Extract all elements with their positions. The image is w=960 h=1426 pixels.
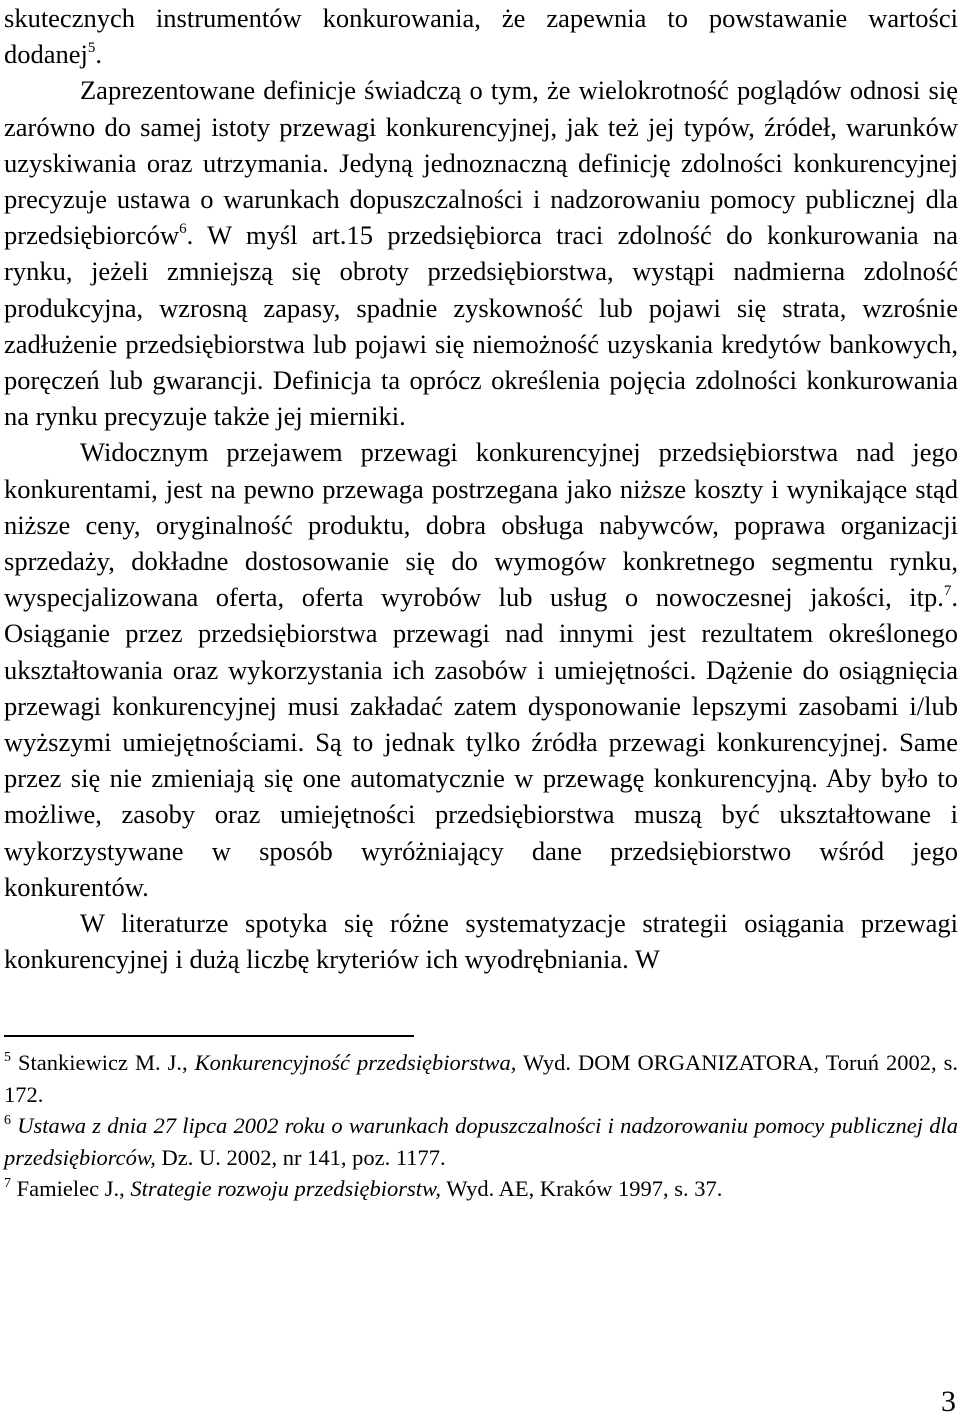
footnote-7 xyxy=(4,1173,958,1205)
document-page xyxy=(4,0,958,1205)
page-number: 3 xyxy=(941,1385,956,1418)
paragraph-text: skutecznych instrumentów konkurowania, że zapewnia to powstawanie wartości dodanej xyxy=(4,3,958,70)
footnote-text: Stankiewicz M. J., xyxy=(11,1050,195,1076)
footnote-text: Wyd. AE, Kraków 1997, s. 37. xyxy=(441,1176,723,1202)
paragraph-text: . W myśl art.15 przedsiębiorca traci zdolność do konkurowania na rynku, jeżeli zmniejszą się obroty przedsiębiorstwa, wystąpi nadmierna zdolność produkcyjna, wzrosną zapasy, spadnie zyskowność lub pojawi się strata, wzrośnie zadłużenie przedsiębiorstwa lub pojawi się niemożność uzyskania kredytów bankowych, poręczeń lub gwarancji. Definicja ta oprócz określenia pojęcia zdolności konkurowania na rynku precyzuje także jej mierniki. xyxy=(4,220,958,432)
footnote-number: 6 xyxy=(4,1113,11,1129)
footnote-ref-7[interactable]: 7 xyxy=(943,583,952,600)
body-text xyxy=(4,0,958,977)
footnote-ref-5[interactable]: 5 xyxy=(87,40,96,57)
paragraph-text: . Osiąganie przez przedsiębiorstwa przewagi nad innymi jest rezultatem określonego ukształtowania oraz wykorzystania ich zasobów i umiejętności. Dążenie do osiągnięcia przewagi konkurencyjnej musi zakładać zatem dysponowanie lepszymi zasobami i/lub wyższymi umiejętnościami. Są to jednak tylko źródła przewagi konkurencyjnej. Same przez się nie zmieniają się one automatycznie w przewagę konkurencyjną. Aby było to możliwe, zasoby oraz umiejętności przedsiębiorstwa muszą być ukształtowane i wykorzystywane w sposób wyróżniający dane przedsiębiorstwo wśród jego konkurentów. xyxy=(4,582,958,902)
spacer xyxy=(4,977,958,1035)
paragraph-competitive-advantage xyxy=(4,434,958,905)
paragraph-definitions xyxy=(4,72,958,434)
footnote-separator xyxy=(4,1035,414,1037)
footnote-title: Strategie rozwoju przedsiębiorstw, xyxy=(130,1176,441,1202)
footnote-5 xyxy=(4,1047,958,1110)
footnote-number: 7 xyxy=(4,1176,11,1192)
footnote-title: Konkurencyjność przedsiębiorstwa, xyxy=(194,1050,517,1076)
footnote-6 xyxy=(4,1110,958,1173)
paragraph-text: Widocznym przejawem przewagi konkurencyjnej przedsiębiorstwa nad jego konkurentami, jest na pewno przewaga postrzegana jako niższe koszty i wynikające stąd niższe ceny, oryginalność produktu, dobra obsługa nabywców, poprawa organizacji sprzedaży, dokładne dostosowanie się do wymogów konkretnego segmentu rynku, wyspecjalizowana oferta, oferta wyrobów lub usług o nowoczesnej jakości, itp. xyxy=(4,437,958,613)
paragraph-text: Zaprezentowane definicje świadczą o tym, że wielokrotność poglądów odnosi się zarówno do samej istoty przewagi konkurencyjnej, jak też jej typów, źródeł, warunków uzyskiwania oraz utrzymania. Jedyną jednoznaczną definicję zdolności konkurencyjnej precyzuje ustawa o warunkach dopuszczalności i nadzorowaniu pomocy publicznej dla przedsiębiorców xyxy=(4,75,958,251)
footnote-ref-6[interactable]: 6 xyxy=(179,221,187,238)
footnotes xyxy=(4,1047,958,1205)
footnote-text: Wyd. DOM ORGANIZATORA, Toruń 2002, s. 172. xyxy=(4,1050,958,1107)
footnote-title: Ustawa z dnia 27 lipca 2002 roku o warunkach dopuszczalności i nadzorowaniu pomocy publicznej dla przedsiębiorców, xyxy=(4,1113,958,1170)
paragraph-text: W literaturze spotyka się różne systematyzacje strategii osiągania przewagi konkurencyjnej i dużą liczbę kryteriów ich wyodrębniania. W xyxy=(4,908,958,975)
paragraph-literature xyxy=(4,905,958,977)
paragraph-text: . xyxy=(95,39,103,70)
footnote-text: Famielec J., xyxy=(11,1176,131,1202)
footnote-number: 5 xyxy=(4,1050,11,1066)
footnote-text: Dz. U. 2002, nr 141, poz. 1177. xyxy=(155,1144,446,1170)
paragraph-continuation xyxy=(4,0,958,72)
